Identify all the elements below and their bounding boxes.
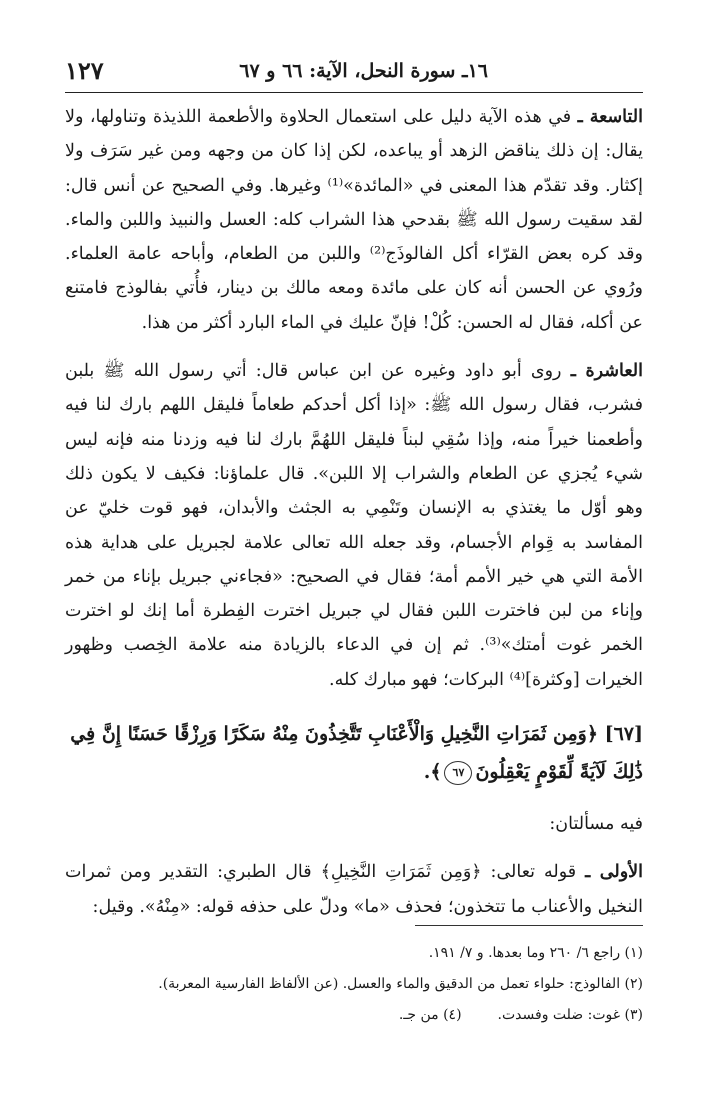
paragraph-first-issue	[65, 855, 643, 924]
main-text	[65, 100, 643, 924]
page-number: ١٢٧	[65, 56, 104, 85]
aya-end-marker: ٦٧	[444, 761, 472, 785]
paragraph-text: روى أبو داود وغيره عن ابن عباس قال: أتي رسول الله ﷺ بلبن فشرب، فقال رسول الله ﷺ: «إذا أكل أحدكم طعاماً فليقل اللهم بارك لنا فيه وأطعمنا خيراً منه، وإذا سُقِي لبناً فليقل اللهُمَّ بارك لنا فيه وزدنا منه فإنه ليس شيء يُجزي عن الطعام والشراب إلا اللبن». قال علماؤنا: فكيف لا يكون ذلك وهو أوّل ما يغتذي به الإنسان وتَنْمِي به الجثث والأبدان، فهو قوت خليّ عن المفاسد به قِوام الأجسام، وقد جعله الله تعالى علامة لجبريل على هداية هذه الأمة التي هي خير الأمم أمة؛ فقال في الصحيح: «فجاءني جبريل بإناء من خمر وإناء من لبن فاخترت اللبن فقال لي جبريل اخترت الفِطرة أما إنك لو اخترت الخمر غوت أمتك»⁽³⁾. ثم إن في الدعاء بالزيادة منه علامة الخِصب وظهور الخيرات [وكثرة]⁽⁴⁾ البركات؛ فهو مبارك كله.	[65, 361, 644, 690]
footnote-divider	[415, 925, 643, 926]
footnotes	[65, 938, 643, 1031]
paragraph-tenth	[65, 354, 643, 697]
footnote-3-4	[65, 1000, 643, 1031]
footnote-1: (١) راجع ٦/ ٢٦٠ وما بعدها. و ٧/ ١٩١.	[428, 945, 643, 961]
footnote-4: (٤) من جـ.	[398, 1007, 462, 1023]
issues-heading: فيه مسألتان:	[549, 814, 643, 835]
paragraph-lead: الأولى ـ	[585, 862, 643, 883]
verse-close: ﴾.	[423, 761, 442, 784]
footnote-3: (٣) غوت: ضلت وفسدت.	[497, 1007, 643, 1023]
verse-number: [٦٧]	[604, 723, 643, 746]
paragraph-ninth	[65, 100, 643, 340]
footnote-2: (٢) الفالوذج: حلواء تعمل من الدقيق والماء والعسل. (عن الألفاظ الفارسية المعربة).	[158, 976, 643, 992]
verse-text: ﴿وَمِن ثَمَرَاتِ النَّخِيلِ وَالْأَعْنَابِ تَتَّخِذُونَ مِنْهُ سَكَرًا وَرِزْقًا حَسَنًا إِنَّ فِي ذَٰلِكَ لَآيَةً لِّقَوْمٍ يَعْقِلُونَ	[70, 723, 643, 784]
paragraph-text: قوله تعالى: ﴿وَمِن ثَمَرَاتِ النَّخِيلِ﴾ قال الطبري: التقدير ومن ثمرات النخيل والأعناب ما تتخذون؛ فحذف «ما» ودلّ على حذفه قوله: «مِنْهُ». وقيل:	[65, 862, 643, 917]
paragraph-text: في هذه الآية دليل على استعمال الحلاوة والأطعمة اللذيذة وتناولها، ولا يقال: إن ذلك يناقض الزهد أو يباعده، لكن إذا كان من وجهه ومن غير سَرَف ولا إكثار. وقد تقدّم هذا المعنى في «المائدة»⁽¹⁾ وغيرها. وفي الصحيح عن أنس قال: لقد سقيت رسول الله ﷺ بقدحي هذا الشراب كله: العسل والنبيذ واللبن والماء. وقد كره بعض القرّاء أكل الفالوذَج⁽²⁾ واللبن من الطعام، وأباحه عامة العلماء. ورُوي عن الحسن أنه كان على مائدة ومعه مالك بن دينار، فأُتي بفالوذج فامتنع عن أكله، فقال له الحسن: كُلْ! فإنّ عليك في الماء البارد أكثر من هذا.	[65, 107, 643, 333]
header-divider	[65, 92, 643, 93]
quran-verse	[65, 715, 643, 791]
running-header	[65, 52, 643, 92]
paragraph-lead: التاسعة ـ	[577, 107, 643, 127]
paragraph-lead: العاشرة ـ	[570, 361, 643, 382]
running-title: ١٦ـ سورة النحل، الآية: ٦٦ و ٦٧	[239, 60, 488, 82]
